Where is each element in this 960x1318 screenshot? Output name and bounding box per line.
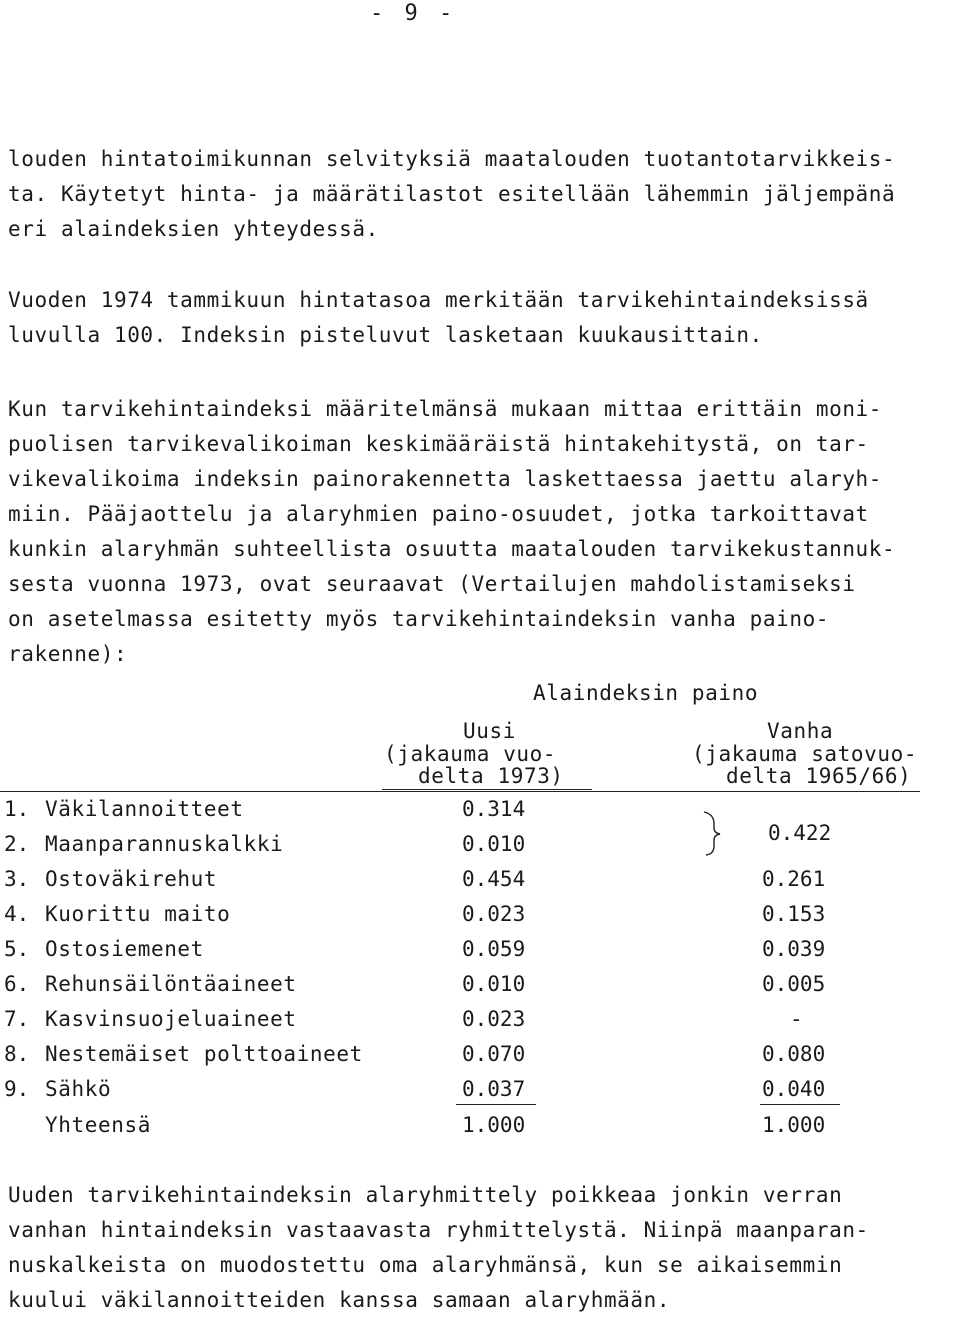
merged-value-old: 0.422 <box>768 821 832 845</box>
row-value-new: 0.037 <box>462 1077 526 1101</box>
row-value-old: 0.040 <box>762 1077 826 1101</box>
table-row <box>0 967 960 1001</box>
total-value-old: 1.000 <box>762 1113 826 1137</box>
row-number: 4. <box>4 902 30 926</box>
row-value-new: 0.023 <box>462 1007 526 1031</box>
row-label: Ostoväkirehut <box>45 867 218 891</box>
row-label: Maanparannuskalkki <box>45 832 284 856</box>
row-value-old: 0.261 <box>762 867 826 891</box>
row-number: 7. <box>4 1007 30 1031</box>
row-label: Väkilannoitteet <box>45 797 244 821</box>
row-label: Nestemäiset polttoaineet <box>45 1042 363 1066</box>
table-row <box>0 1002 960 1036</box>
row-value-old: - <box>790 1007 803 1031</box>
row-number: 5. <box>4 937 30 961</box>
row-label: Ostosiemenet <box>45 937 204 961</box>
table-row <box>0 897 960 931</box>
row-value-new: 0.010 <box>462 832 526 856</box>
row-label: Kuorittu maito <box>45 902 231 926</box>
row-label: Sähkö <box>45 1077 112 1101</box>
row-value-new: 0.023 <box>462 902 526 926</box>
total-value-new: 1.000 <box>462 1113 526 1137</box>
row-value-old: 0.153 <box>762 902 826 926</box>
row-value-new: 0.314 <box>462 797 526 821</box>
text-line: louden hintatoimikunnan selvityksiä maatalouden tuotantotarvikkeis- <box>8 147 896 171</box>
text-line: ta. Käytetyt hinta- ja määrätilastot esitellään lähemmin jäljempänä <box>8 182 896 206</box>
text-line: vikevalikoima indeksin painorakennetta laskettaessa jaettu alaryh- <box>8 467 883 491</box>
merge-brace-icon <box>700 808 736 858</box>
row-label: Kasvinsuojeluaineet <box>45 1007 297 1031</box>
paragraph-intro <box>8 142 953 247</box>
text-line: Kun tarvikehintaindeksi määritelmänsä mukaan mittaa erittäin moni- <box>8 397 883 421</box>
text-line: Uuden tarvikehintaindeksin alaryhmittely poikkeaa jonkin verran <box>8 1183 843 1207</box>
text-line: nuskalkeista on muodostettu oma alaryhmänsä, kun se aikaisemmin <box>8 1253 843 1277</box>
paragraph-base-year <box>8 283 953 353</box>
paragraph-weighting <box>8 392 953 672</box>
column-header-old-sub: delta 1965/66) <box>726 764 912 788</box>
sum-rule <box>760 1104 840 1105</box>
row-number: 6. <box>4 972 30 996</box>
text-line: puolisen tarvikevalikoiman keskimääräistä hintakehitystä, on tar- <box>8 432 869 456</box>
table-row <box>0 1072 960 1106</box>
row-value-old: 0.039 <box>762 937 826 961</box>
row-number: 8. <box>4 1042 30 1066</box>
text-line: vanhan hintaindeksin vastaavasta ryhmittelystä. Niinpä maanparan- <box>8 1218 869 1242</box>
row-number: 9. <box>4 1077 30 1101</box>
row-value-new: 0.070 <box>462 1042 526 1066</box>
table-row <box>0 862 960 896</box>
column-header-new-sub: delta 1973) <box>418 764 564 788</box>
text-line: kunkin alaryhmän suhteellista osuutta maatalouden tarvikekustannuk- <box>8 537 896 561</box>
page-number: - 9 - <box>370 1 457 26</box>
text-line: on asetelmassa esitetty myös tarvikehintaindeksin vanha paino- <box>8 607 830 631</box>
row-label: Rehunsäilöntäaineet <box>45 972 297 996</box>
text-line: kuului väkilannoitteiden kanssa samaan alaryhmään. <box>8 1288 671 1312</box>
text-line: miin. Pääjaottelu ja alaryhmien paino-osuudet, jotka tarkoittavat <box>8 502 869 526</box>
column-header-old-sub: (jakauma satovuo- <box>692 742 918 766</box>
text-line: eri alaindeksien yhteydessä. <box>8 217 379 241</box>
row-value-new: 0.059 <box>462 937 526 961</box>
column-header-underline <box>382 789 592 790</box>
table-row <box>0 932 960 966</box>
table-group-header: Alaindeksin paino <box>533 681 759 705</box>
row-number: 2. <box>4 832 30 856</box>
column-header-old: Vanha <box>767 719 834 743</box>
table-row <box>0 1037 960 1071</box>
text-line: rakenne): <box>8 642 128 666</box>
column-header-new-sub: (jakauma vuo- <box>384 742 557 766</box>
row-value-old: 0.005 <box>762 972 826 996</box>
sum-rule <box>456 1104 536 1105</box>
total-label: Yhteensä <box>45 1113 151 1137</box>
table-total-row <box>0 1108 960 1142</box>
text-line: luvulla 100. Indeksin pisteluvut lasketaan kuukausittain. <box>8 323 763 347</box>
row-value-old: 0.080 <box>762 1042 826 1066</box>
paragraph-grouping-note <box>8 1178 953 1318</box>
text-line: Vuoden 1974 tammikuun hintatasoa merkitään tarvikehintaindeksissä <box>8 288 869 312</box>
column-header-new: Uusi <box>463 719 516 743</box>
row-value-new: 0.454 <box>462 867 526 891</box>
text-line: sesta vuonna 1973, ovat seuraavat (Vertailujen mahdolistamiseksi <box>8 572 856 596</box>
row-value-new: 0.010 <box>462 972 526 996</box>
row-number: 3. <box>4 867 30 891</box>
row-number: 1. <box>4 797 30 821</box>
